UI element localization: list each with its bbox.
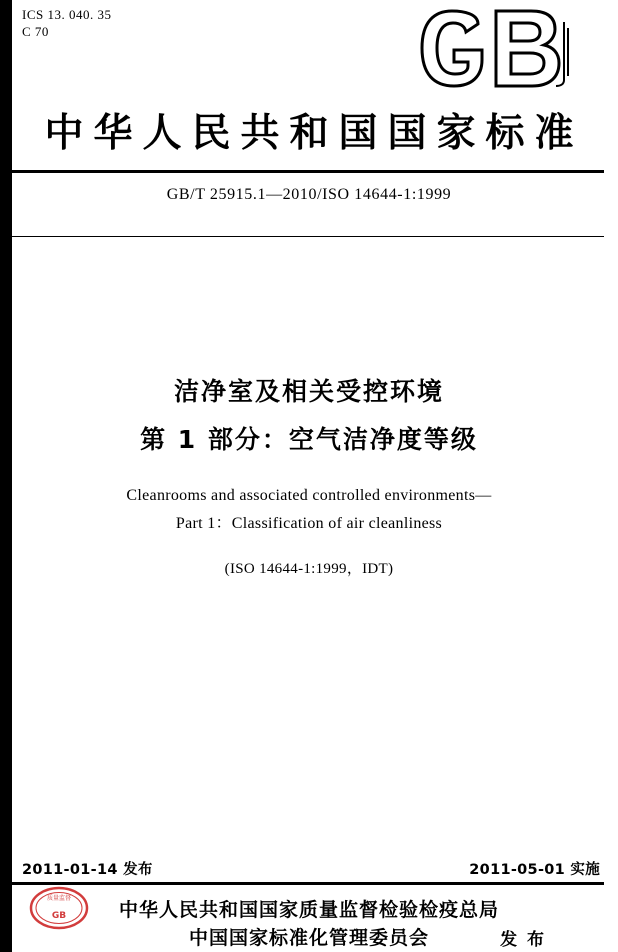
issuer-line-1: 中华人民共和国国家质量监督检验检疫总局: [118, 899, 499, 921]
effective-date: 2011-05-01 实施: [469, 862, 600, 878]
document-title-en-line1: Cleanrooms and associated controlled environments—: [126, 487, 492, 504]
iso-reference: (ISO 14644-1:1999，IDT): [224, 561, 394, 577]
divider-top: [12, 170, 604, 173]
divider-footer: [12, 882, 604, 885]
svg-text:GB: GB: [51, 911, 67, 921]
issuer-line-2: 中国国家标准化管理委员会: [188, 927, 429, 949]
svg-text:质量监督: 质量监督: [46, 895, 72, 902]
publish-label: 发 布: [500, 930, 546, 950]
ccs-code: C 70: [22, 24, 49, 39]
standard-number: GB/T 25915.1—2010/ISO 14644-1:1999: [166, 186, 452, 203]
gb-logo-icon: [416, 8, 576, 90]
document-title-cn-line1: 洁净室及相关受控环境: [173, 377, 444, 406]
document-title-en-line2: Part 1：Classification of air cleanliness: [175, 515, 443, 532]
page-title: 中华人民共和国国家标准: [44, 111, 584, 156]
ics-classification-block: [22, 6, 111, 40]
divider-bottom: [12, 236, 604, 237]
ics-code: ICS 13. 040. 35: [22, 7, 112, 22]
issue-date: 2011-01-14 发布: [22, 862, 153, 878]
document-title-cn-line2: 第 1 部分：空气洁净度等级: [140, 425, 478, 454]
